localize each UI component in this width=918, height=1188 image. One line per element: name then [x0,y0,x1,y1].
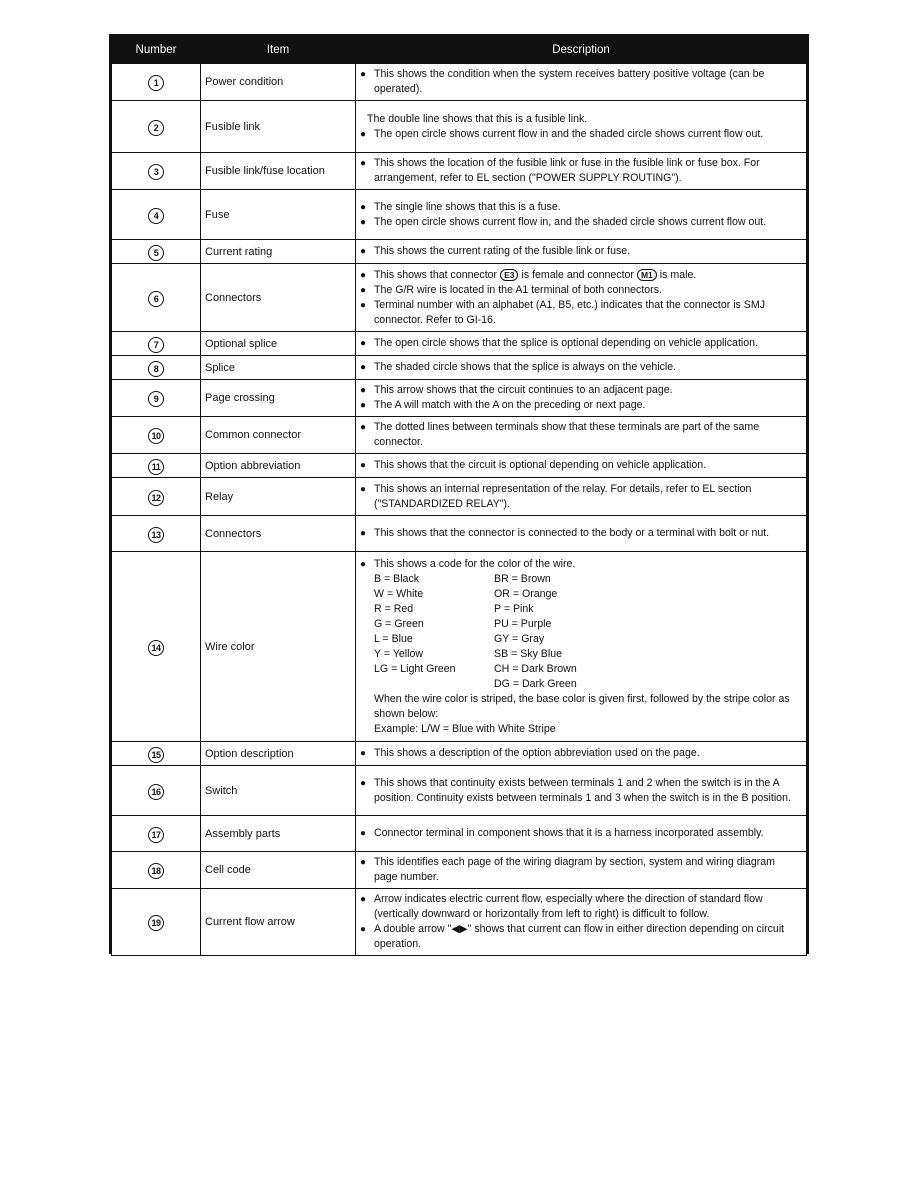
legend-document [109,34,809,954]
row-number-badge: 16 [148,784,164,800]
header-number: Number [112,37,201,64]
row-number-badge: 1 [148,75,164,91]
row-description [356,742,807,766]
bullet-icon: ● [360,400,367,411]
row-number-badge: 7 [148,337,164,353]
wire-color-note: When the wire color is striped, the base color is given first, followed by the stripe color as shown below: [374,692,790,720]
row-item: Option description [201,742,356,766]
description-line [360,156,800,186]
row-number-badge: 11 [148,459,164,475]
row-number-badge: 12 [148,490,164,506]
row-description [356,240,807,264]
bullet-icon: ● [360,338,367,349]
connector-tag-e3: E3 [500,269,518,281]
row-description [356,816,807,852]
description-text: This shows that connector E3 is female and connector M1 is male. [374,268,697,281]
wire-color-example: Example: L/W = Blue with White Stripe [374,722,556,735]
row-number-cell [112,454,201,478]
bullet-icon: ● [360,460,367,471]
table-row [112,742,807,766]
row-number-badge: 9 [148,391,164,407]
row-item: Connectors [201,516,356,552]
description-text: This shows that the connector is connected to the body or a terminal with bolt or nut. [374,527,770,539]
row-item: Switch [201,766,356,816]
description-text: The open circle shows current flow in and the shaded circle shows current flow out. [374,127,764,140]
bullet-icon: ● [360,924,367,935]
bullet-icon: ● [360,246,367,257]
row-item: Connectors [201,264,356,332]
row-item: Fusible link/fuse location [201,153,356,190]
description-text: The A will match with the A on the preceding or next page. [374,399,646,411]
row-number-cell [112,356,201,380]
row-description [356,417,807,454]
description-text: Arrow indicates electric current flow, especially where the direction of standard flow (vertically downward or horizontally from left to right) is difficult to follow. [374,893,763,920]
row-description [356,101,807,153]
description-text: This arrow shows that the circuit continues to an adjacent page. [374,384,673,396]
description-text: The open circle shows current flow in, and the shaded circle shows current flow out. [374,215,767,228]
row-number-badge: 3 [148,164,164,180]
table-row [112,478,807,516]
description-text: The open circle shows that the splice is optional depending on vehicle application. [374,337,758,349]
description-text: This shows that the circuit is optional depending on vehicle application. [374,459,707,471]
bullet-icon: ● [360,422,367,433]
description-line [360,776,800,806]
table-row [112,766,807,816]
bullet-icon: ● [360,216,367,228]
row-number-badge: 19 [148,915,164,931]
table-row [112,380,807,417]
wire-color-code: G = Green [374,617,424,630]
bullet-icon: ● [360,828,367,839]
header-description: Description [356,37,807,64]
description-line [360,268,800,283]
table-row [112,356,807,380]
row-number-cell [112,153,201,190]
row-item: Power condition [201,64,356,101]
bullet-icon: ● [360,385,367,396]
description-text: A double arrow "◀▶" shows that current can flow in either direction depending on circuit operation. [374,923,785,950]
row-number-badge: 8 [148,361,164,377]
row-description [356,332,807,356]
table-row [112,101,807,153]
row-item: Optional splice [201,332,356,356]
connector-tag-m1: M1 [637,269,657,281]
description-text: The dotted lines between terminals show that these terminals are part of the same connector. [374,421,760,448]
description-line [360,298,800,328]
table-row [112,240,807,264]
bullet-icon: ● [360,558,367,570]
bullet-icon: ● [360,128,367,140]
description-line [360,283,800,298]
description-line [360,215,800,230]
row-description [356,478,807,516]
bullet-icon: ● [360,69,367,80]
row-number-cell [112,417,201,454]
description-text: This shows that continuity exists between terminals 1 and 2 when the switch is in the A position. Continuity exists between terminals 1 and 3 when the switch is in the B position. [374,776,791,804]
row-item: Assembly parts [201,816,356,852]
wire-color-code: P = Pink [494,602,534,615]
bullet-icon: ● [360,362,367,373]
bullet-icon: ● [360,284,367,296]
table-row [112,516,807,552]
table-row [112,552,807,742]
description-line [360,127,800,142]
wire-color-code: L = Blue [374,632,413,645]
description-text: The G/R wire is located in the A1 terminal of both connectors. [374,283,662,296]
description-line [360,244,800,259]
description-line [360,420,800,450]
wire-color-code: SB = Sky Blue [494,647,563,660]
row-number-cell [112,816,201,852]
table-row [112,264,807,332]
row-description [356,356,807,380]
description-line [360,526,800,541]
bullet-icon: ● [360,269,367,281]
wire-color-code: PU = Purple [494,617,552,630]
description-line [360,360,800,375]
description-line [360,746,800,761]
row-number-cell [112,766,201,816]
description-text: The shaded circle shows that the splice is always on the vehicle. [374,361,677,373]
row-number-cell [112,64,201,101]
header-item: Item [201,37,356,64]
row-number-cell [112,332,201,356]
wire-color-code: B = Black [374,572,420,585]
bullet-icon: ● [360,528,367,539]
bullet-icon: ● [360,201,367,213]
row-item: Splice [201,356,356,380]
wire-color-code: R = Red [374,602,414,615]
description-text: The single line shows that this is a fuse. [374,200,561,213]
wire-color-code: BR = Brown [494,572,551,585]
description-line [360,482,800,512]
row-number-cell [112,478,201,516]
row-number-badge: 17 [148,827,164,843]
bullet-icon: ● [360,748,367,759]
bullet-icon: ● [360,894,367,905]
description-line [360,458,800,473]
row-number-badge: 14 [148,640,164,656]
description-text: Terminal number with an alphabet (A1, B5, etc.) indicates that the connector is SMJ connector. Refer to GI-16. [374,298,765,326]
row-description [356,516,807,552]
description-text: Connector terminal in component shows that it is a harness incorporated assembly. [374,827,764,839]
table-row [112,454,807,478]
description-plain: The double line shows that this is a fusible link. [367,112,588,125]
row-description [356,889,807,956]
wire-color-code: Y = Yellow [374,647,423,660]
description-line [360,67,800,97]
bullet-icon: ● [360,158,367,169]
row-number-cell [112,380,201,417]
wire-color-code: CH = Dark Brown [494,662,577,675]
row-description [356,264,807,332]
row-number-cell [112,190,201,240]
description-line [360,383,800,398]
legend-table [111,36,807,956]
bullet-icon: ● [360,857,367,868]
wire-color-code: LG = Light Green [374,662,456,675]
bullet-icon: ● [360,777,367,789]
row-number-badge: 4 [148,208,164,224]
table-row [112,64,807,101]
row-number-cell [112,516,201,552]
description-text: This shows the current rating of the fusible link or fuse. [374,245,631,257]
row-description [356,552,807,742]
description-line [360,855,800,885]
row-item: Current flow arrow [201,889,356,956]
row-item: Fuse [201,190,356,240]
row-item: Common connector [201,417,356,454]
table-row [112,889,807,956]
description-text: This shows a description of the option abbreviation used on the page. [374,747,700,759]
wire-color-code [374,677,494,692]
row-number-badge: 15 [148,747,164,763]
wire-color-code: GY = Gray [494,632,545,645]
wire-color-code: OR = Orange [494,587,558,600]
description-text: This shows a code for the color of the wire. [374,557,576,570]
row-item: Option abbreviation [201,454,356,478]
row-item: Current rating [201,240,356,264]
row-number-cell [112,889,201,956]
table-row [112,852,807,889]
row-item: Fusible link [201,101,356,153]
bullet-icon: ● [360,299,367,311]
row-number-badge: 5 [148,245,164,261]
row-number-badge: 6 [148,291,164,307]
row-description [356,454,807,478]
table-row [112,153,807,190]
table-row [112,816,807,852]
row-description [356,852,807,889]
row-number-cell [112,264,201,332]
row-description [356,64,807,101]
table-row [112,332,807,356]
row-description [356,190,807,240]
description-line [360,336,800,351]
table-row [112,190,807,240]
row-item: Wire color [201,552,356,742]
row-number-badge: 10 [148,428,164,444]
description-line [360,557,800,572]
row-number-cell [112,742,201,766]
description-text: This shows the condition when the system receives battery positive voltage (can be operated). [374,68,765,95]
wire-color-grid [360,572,800,692]
row-item: Relay [201,478,356,516]
row-number-cell [112,552,201,742]
description-line [360,398,800,413]
description-line [360,200,800,215]
table-row [112,417,807,454]
row-description [356,153,807,190]
description-text: This shows the location of the fusible link or fuse in the fusible link or fuse box. For arrangement, refer to EL section ("POWER SUPPLY ROUTING"). [374,157,760,184]
row-description [356,380,807,417]
description-text: This identifies each page of the wiring diagram by section, system and wiring diagram page number. [374,856,775,883]
row-number-cell [112,101,201,153]
row-item: Page crossing [201,380,356,417]
row-description [356,766,807,816]
wire-color-code: DG = Dark Green [494,677,577,690]
row-number-badge: 13 [148,527,164,543]
row-number-badge: 18 [148,863,164,879]
wire-color-code: W = White [374,587,424,600]
row-number-cell [112,852,201,889]
description-line [360,922,800,952]
description-line [360,892,800,922]
description-line [360,826,800,841]
bullet-icon: ● [360,483,367,495]
row-item: Cell code [201,852,356,889]
row-number-cell [112,240,201,264]
description-text: This shows an internal representation of the relay. For details, refer to EL section ("STANDARDIZED RELAY"). [374,482,752,510]
row-number-badge: 2 [148,120,164,136]
